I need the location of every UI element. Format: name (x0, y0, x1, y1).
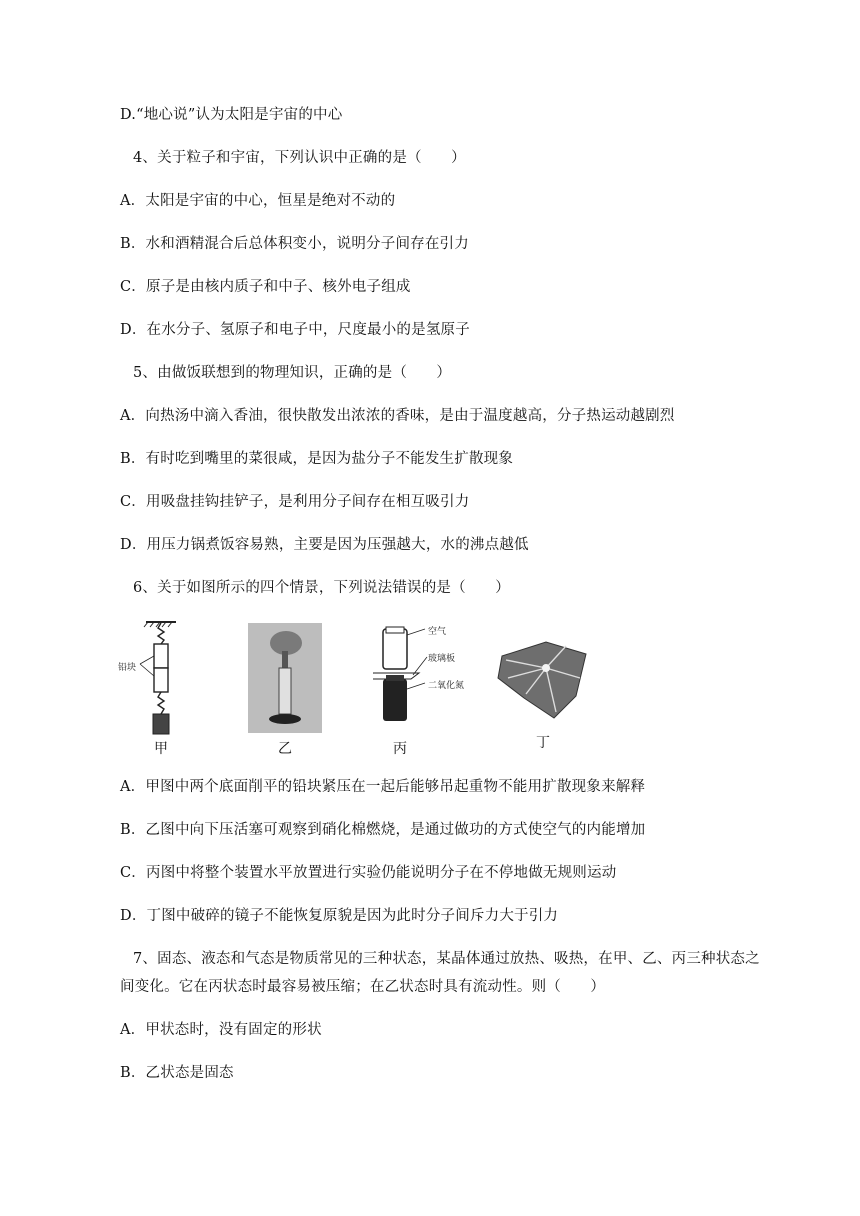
question-7-line-1: 7、固态、液态和气态是物质常见的三种状态，某晶体通过放热、吸热，在甲、乙、丙三种状态之 (133, 951, 760, 967)
question-5: 5、由做饭联想到的物理知识，正确的是（ ） (133, 365, 452, 381)
caption-ding: 丁 (536, 735, 550, 751)
q4-option-c: C．原子是由核内质子和中子、核外电子组成 (120, 279, 411, 295)
q6-option-a: A．甲图中两个底面削平的铅块紧压在一起后能够吊起重物不能用扩散现象来解释 (120, 779, 646, 795)
nitrogen-dioxide-label: 二氧化氮 (428, 681, 465, 691)
option-d-q3: D.“地心说”认为太阳是宇宙的中心 (120, 107, 343, 123)
q7-option-b: B．乙状态是固态 (120, 1065, 234, 1081)
caption-bing: 丙 (393, 741, 407, 757)
q4-option-d: D．在水分子、氢原子和电子中，尺度最小的是氢原子 (120, 322, 470, 338)
q5-option-c: C．用吸盘挂钩挂铲子，是利用分子间存在相互吸引力 (120, 494, 470, 510)
q4-option-b: B．水和酒精混合后总体积变小，说明分子间存在引力 (120, 236, 469, 252)
question-6: 6、关于如图所示的四个情景，下列说法错误的是（ ） (133, 580, 510, 596)
question-6-figure (118, 620, 718, 760)
question-4: 4、关于粒子和宇宙，下列认识中正确的是（ ） (133, 150, 466, 166)
q6-option-b: B．乙图中向下压活塞可观察到硝化棉燃烧，是通过做功的方式使空气的内能增加 (120, 822, 646, 838)
piston-photo (248, 623, 322, 733)
lead-block-label: 铅块 (118, 663, 137, 673)
lead-blocks-illustration (118, 620, 208, 740)
glass-plate-label: 玻璃板 (428, 654, 456, 664)
caption-yi: 乙 (278, 741, 292, 757)
broken-mirror-illustration (496, 638, 591, 720)
q5-option-b: B．有时吃到嘴里的菜很咸，是因为盐分子不能发生扩散现象 (120, 451, 514, 467)
q6-option-c: C．丙图中将整个装置水平放置进行实验仍能说明分子在不停地做无规则运动 (120, 865, 617, 881)
question-7-line-2: 间变化。它在丙状态时最容易被压缩；在乙状态时具有流动性。则（ ） (120, 979, 606, 995)
caption-jia: 甲 (154, 741, 168, 757)
q6-option-d: D．丁图中破碎的镜子不能恢复原貌是因为此时分子间斥力大于引力 (120, 908, 559, 924)
q5-option-a: A．向热汤中滴入香油，很快散发出浓浓的香味，是由于温度越高，分子热运动越剧烈 (120, 408, 675, 424)
q7-option-a: A．甲状态时，没有固定的形状 (120, 1022, 322, 1038)
q4-option-a: A．太阳是宇宙的中心，恒星是绝对不动的 (120, 193, 396, 209)
q5-option-d: D．用压力锅煮饭容易熟，主要是因为压强越大，水的沸点越低 (120, 537, 529, 553)
air-label: 空气 (428, 627, 447, 637)
